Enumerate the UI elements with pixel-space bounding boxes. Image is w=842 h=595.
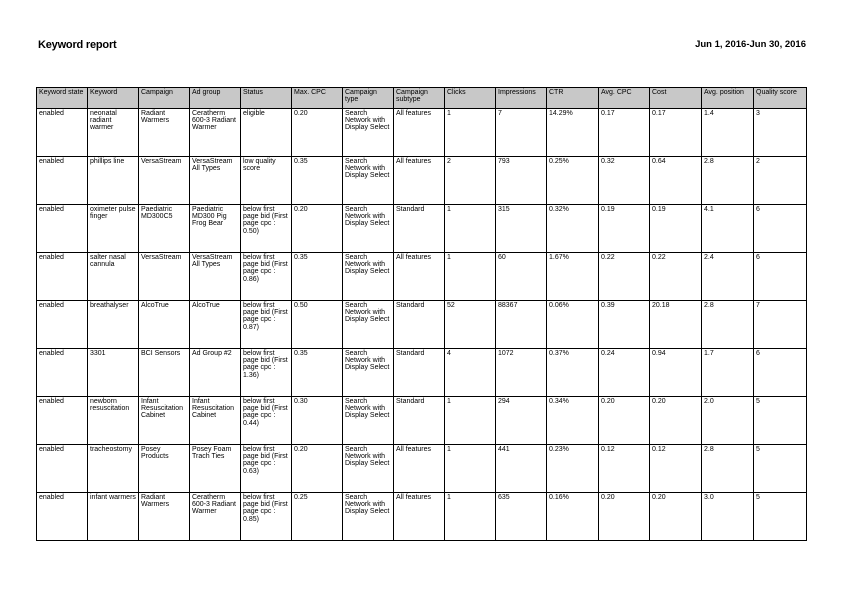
table-cell: Standard	[394, 397, 445, 445]
table-cell: 2.4	[702, 253, 754, 301]
table-cell: 2.0	[702, 397, 754, 445]
table-cell: 0.94	[650, 349, 702, 397]
table-row	[37, 253, 807, 301]
table-cell: Search Network with Display Select	[343, 349, 394, 397]
column-header: CTR	[547, 88, 599, 109]
table-cell: Standard	[394, 205, 445, 253]
table-cell: enabled	[37, 445, 88, 493]
table-cell: 4.1	[702, 205, 754, 253]
table-cell: Ad Group #2	[190, 349, 241, 397]
table-cell: 6	[754, 205, 807, 253]
table-cell: 441	[496, 445, 547, 493]
table-cell: 793	[496, 157, 547, 205]
table-cell: Search Network with Display Select	[343, 445, 394, 493]
table-cell: All features	[394, 109, 445, 157]
column-header: Max. CPC	[292, 88, 343, 109]
table-cell: 0.64	[650, 157, 702, 205]
table-cell: 0.20	[292, 445, 343, 493]
table-cell: 0.39	[599, 301, 650, 349]
table-cell: newborn resuscitation	[88, 397, 139, 445]
column-header: Avg. position	[702, 88, 754, 109]
table-cell: 1.4	[702, 109, 754, 157]
table-cell: 1072	[496, 349, 547, 397]
table-cell: Paediatric MD300C5	[139, 205, 190, 253]
table-cell: 0.06%	[547, 301, 599, 349]
table-cell: Search Network with Display Select	[343, 205, 394, 253]
table-cell: 0.35	[292, 253, 343, 301]
table-cell: enabled	[37, 397, 88, 445]
table-cell: Posey Products	[139, 445, 190, 493]
table-cell: 294	[496, 397, 547, 445]
table-cell: 88367	[496, 301, 547, 349]
table-cell: salter nasal cannula	[88, 253, 139, 301]
table-cell: Paediatric MD300 Pig Frog Bear	[190, 205, 241, 253]
table-body	[37, 109, 807, 541]
table-cell: Search Network with Display Select	[343, 493, 394, 541]
table-row	[37, 445, 807, 493]
table-cell: All features	[394, 157, 445, 205]
table-cell: 0.19	[650, 205, 702, 253]
table-cell: below first page bid (First page cpc : 0.44)	[241, 397, 292, 445]
table-cell: tracheostomy	[88, 445, 139, 493]
table-cell: Ceratherm 600-3 Radiant Warmer	[190, 493, 241, 541]
column-header: Cost	[650, 88, 702, 109]
table-cell: below first page bid (First page cpc : 0.50)	[241, 205, 292, 253]
table-cell: Search Network with Display Select	[343, 157, 394, 205]
table-row	[37, 397, 807, 445]
table-cell: below first page bid (First page cpc : 1.36)	[241, 349, 292, 397]
table-cell: enabled	[37, 253, 88, 301]
table-cell: oximeter pulse finger	[88, 205, 139, 253]
table-cell: 0.20	[650, 397, 702, 445]
table-cell: AlcoTrue	[139, 301, 190, 349]
table-cell: Ceratherm 600-3 Radiant Warmer	[190, 109, 241, 157]
table-cell: All features	[394, 493, 445, 541]
table-cell: 1	[445, 109, 496, 157]
column-header: Keyword state	[37, 88, 88, 109]
table-cell: 1.67%	[547, 253, 599, 301]
table-cell: 7	[496, 109, 547, 157]
table-cell: 1	[445, 205, 496, 253]
table-cell: 3	[754, 109, 807, 157]
table-cell: 0.16%	[547, 493, 599, 541]
table-cell: 0.35	[292, 157, 343, 205]
table-cell: Posey Foam Trach Ties	[190, 445, 241, 493]
table-cell: 0.12	[650, 445, 702, 493]
table-row	[37, 157, 807, 205]
report-date-range: Jun 1, 2016-Jun 30, 2016	[695, 39, 806, 50]
table-cell: 14.29%	[547, 109, 599, 157]
keyword-table	[36, 87, 807, 541]
table-cell: 0.17	[650, 109, 702, 157]
table-cell: 0.30	[292, 397, 343, 445]
table-cell: 7	[754, 301, 807, 349]
table-cell: enabled	[37, 301, 88, 349]
table-cell: 0.34%	[547, 397, 599, 445]
table-cell: 0.22	[650, 253, 702, 301]
table-cell: 0.35	[292, 349, 343, 397]
table-header-row	[37, 88, 807, 109]
table-cell: 0.50	[292, 301, 343, 349]
table-cell: below first page bid (First page cpc : 0.85)	[241, 493, 292, 541]
table-cell: enabled	[37, 205, 88, 253]
table-cell: 0.20	[650, 493, 702, 541]
table-cell: 0.24	[599, 349, 650, 397]
table-cell: enabled	[37, 349, 88, 397]
table-row	[37, 301, 807, 349]
column-header: Impressions	[496, 88, 547, 109]
table-cell: enabled	[37, 109, 88, 157]
table-cell: 2.8	[702, 301, 754, 349]
table-cell: 0.20	[292, 109, 343, 157]
table-cell: eligible	[241, 109, 292, 157]
table-cell: 1.7	[702, 349, 754, 397]
table-cell: Search Network with Display Select	[343, 109, 394, 157]
table-cell: Infant Resuscitation Cabinet	[139, 397, 190, 445]
table-cell: Search Network with Display Select	[343, 397, 394, 445]
table-cell: enabled	[37, 493, 88, 541]
table-cell: 635	[496, 493, 547, 541]
table-row	[37, 493, 807, 541]
table-cell: 6	[754, 253, 807, 301]
table-cell: 0.37%	[547, 349, 599, 397]
table-cell: 3301	[88, 349, 139, 397]
table-cell: 2.8	[702, 157, 754, 205]
table-cell: 60	[496, 253, 547, 301]
table-cell: 2	[754, 157, 807, 205]
table-cell: 0.19	[599, 205, 650, 253]
table-cell: 1	[445, 493, 496, 541]
column-header: Avg. CPC	[599, 88, 650, 109]
table-cell: 52	[445, 301, 496, 349]
table-cell: 0.20	[599, 397, 650, 445]
column-header: Campaign	[139, 88, 190, 109]
table-cell: below first page bid (First page cpc : 0.87)	[241, 301, 292, 349]
table-cell: low quality score	[241, 157, 292, 205]
table-cell: 20.18	[650, 301, 702, 349]
table-cell: 0.25%	[547, 157, 599, 205]
table-cell: 1	[445, 445, 496, 493]
table-cell: 0.32%	[547, 205, 599, 253]
table-cell: 0.12	[599, 445, 650, 493]
table-cell: 315	[496, 205, 547, 253]
table-cell: below first page bid (First page cpc : 0.63)	[241, 445, 292, 493]
column-header: Status	[241, 88, 292, 109]
table-cell: VersaStream All Types	[190, 157, 241, 205]
table-cell: 1	[445, 397, 496, 445]
table-cell: VersaStream	[139, 157, 190, 205]
report-title: Keyword report	[38, 39, 117, 51]
table-cell: 2.8	[702, 445, 754, 493]
table-cell: All features	[394, 445, 445, 493]
table-cell: 6	[754, 349, 807, 397]
table-cell: 5	[754, 493, 807, 541]
table-cell: phillips line	[88, 157, 139, 205]
table-cell: Search Network with Display Select	[343, 301, 394, 349]
column-header: Keyword	[88, 88, 139, 109]
column-header: Clicks	[445, 88, 496, 109]
table-row	[37, 349, 807, 397]
table-cell: 3.0	[702, 493, 754, 541]
table-cell: below first page bid (First page cpc : 0.86)	[241, 253, 292, 301]
table-cell: 5	[754, 397, 807, 445]
table-cell: 0.20	[599, 493, 650, 541]
table-cell: 4	[445, 349, 496, 397]
table-cell: Standard	[394, 301, 445, 349]
table-cell: 0.22	[599, 253, 650, 301]
table-cell: 5	[754, 445, 807, 493]
table-cell: 0.17	[599, 109, 650, 157]
column-header: Ad group	[190, 88, 241, 109]
table-cell: 1	[445, 253, 496, 301]
table-cell: Infant Resuscitation Cabinet	[190, 397, 241, 445]
table-cell: 2	[445, 157, 496, 205]
table-cell: 0.20	[292, 205, 343, 253]
table-cell: Search Network with Display Select	[343, 253, 394, 301]
column-header: Campaign type	[343, 88, 394, 109]
table-cell: enabled	[37, 157, 88, 205]
table-cell: Radiant Warmers	[139, 493, 190, 541]
table-row	[37, 205, 807, 253]
table-cell: AlcoTrue	[190, 301, 241, 349]
table-cell: 0.23%	[547, 445, 599, 493]
column-header: Quality score	[754, 88, 807, 109]
table-cell: breathalyser	[88, 301, 139, 349]
table-cell: BCI Sensors	[139, 349, 190, 397]
table-cell: Radiant Warmers	[139, 109, 190, 157]
table-cell: VersaStream All Types	[190, 253, 241, 301]
column-header: Campaign subtype	[394, 88, 445, 109]
table-cell: neonatal radiant warmer	[88, 109, 139, 157]
table-cell: VersaStream	[139, 253, 190, 301]
table-cell: All features	[394, 253, 445, 301]
table-cell: 0.25	[292, 493, 343, 541]
table-cell: Standard	[394, 349, 445, 397]
table-cell: 0.32	[599, 157, 650, 205]
table-cell: infant warmers	[88, 493, 139, 541]
table-row	[37, 109, 807, 157]
